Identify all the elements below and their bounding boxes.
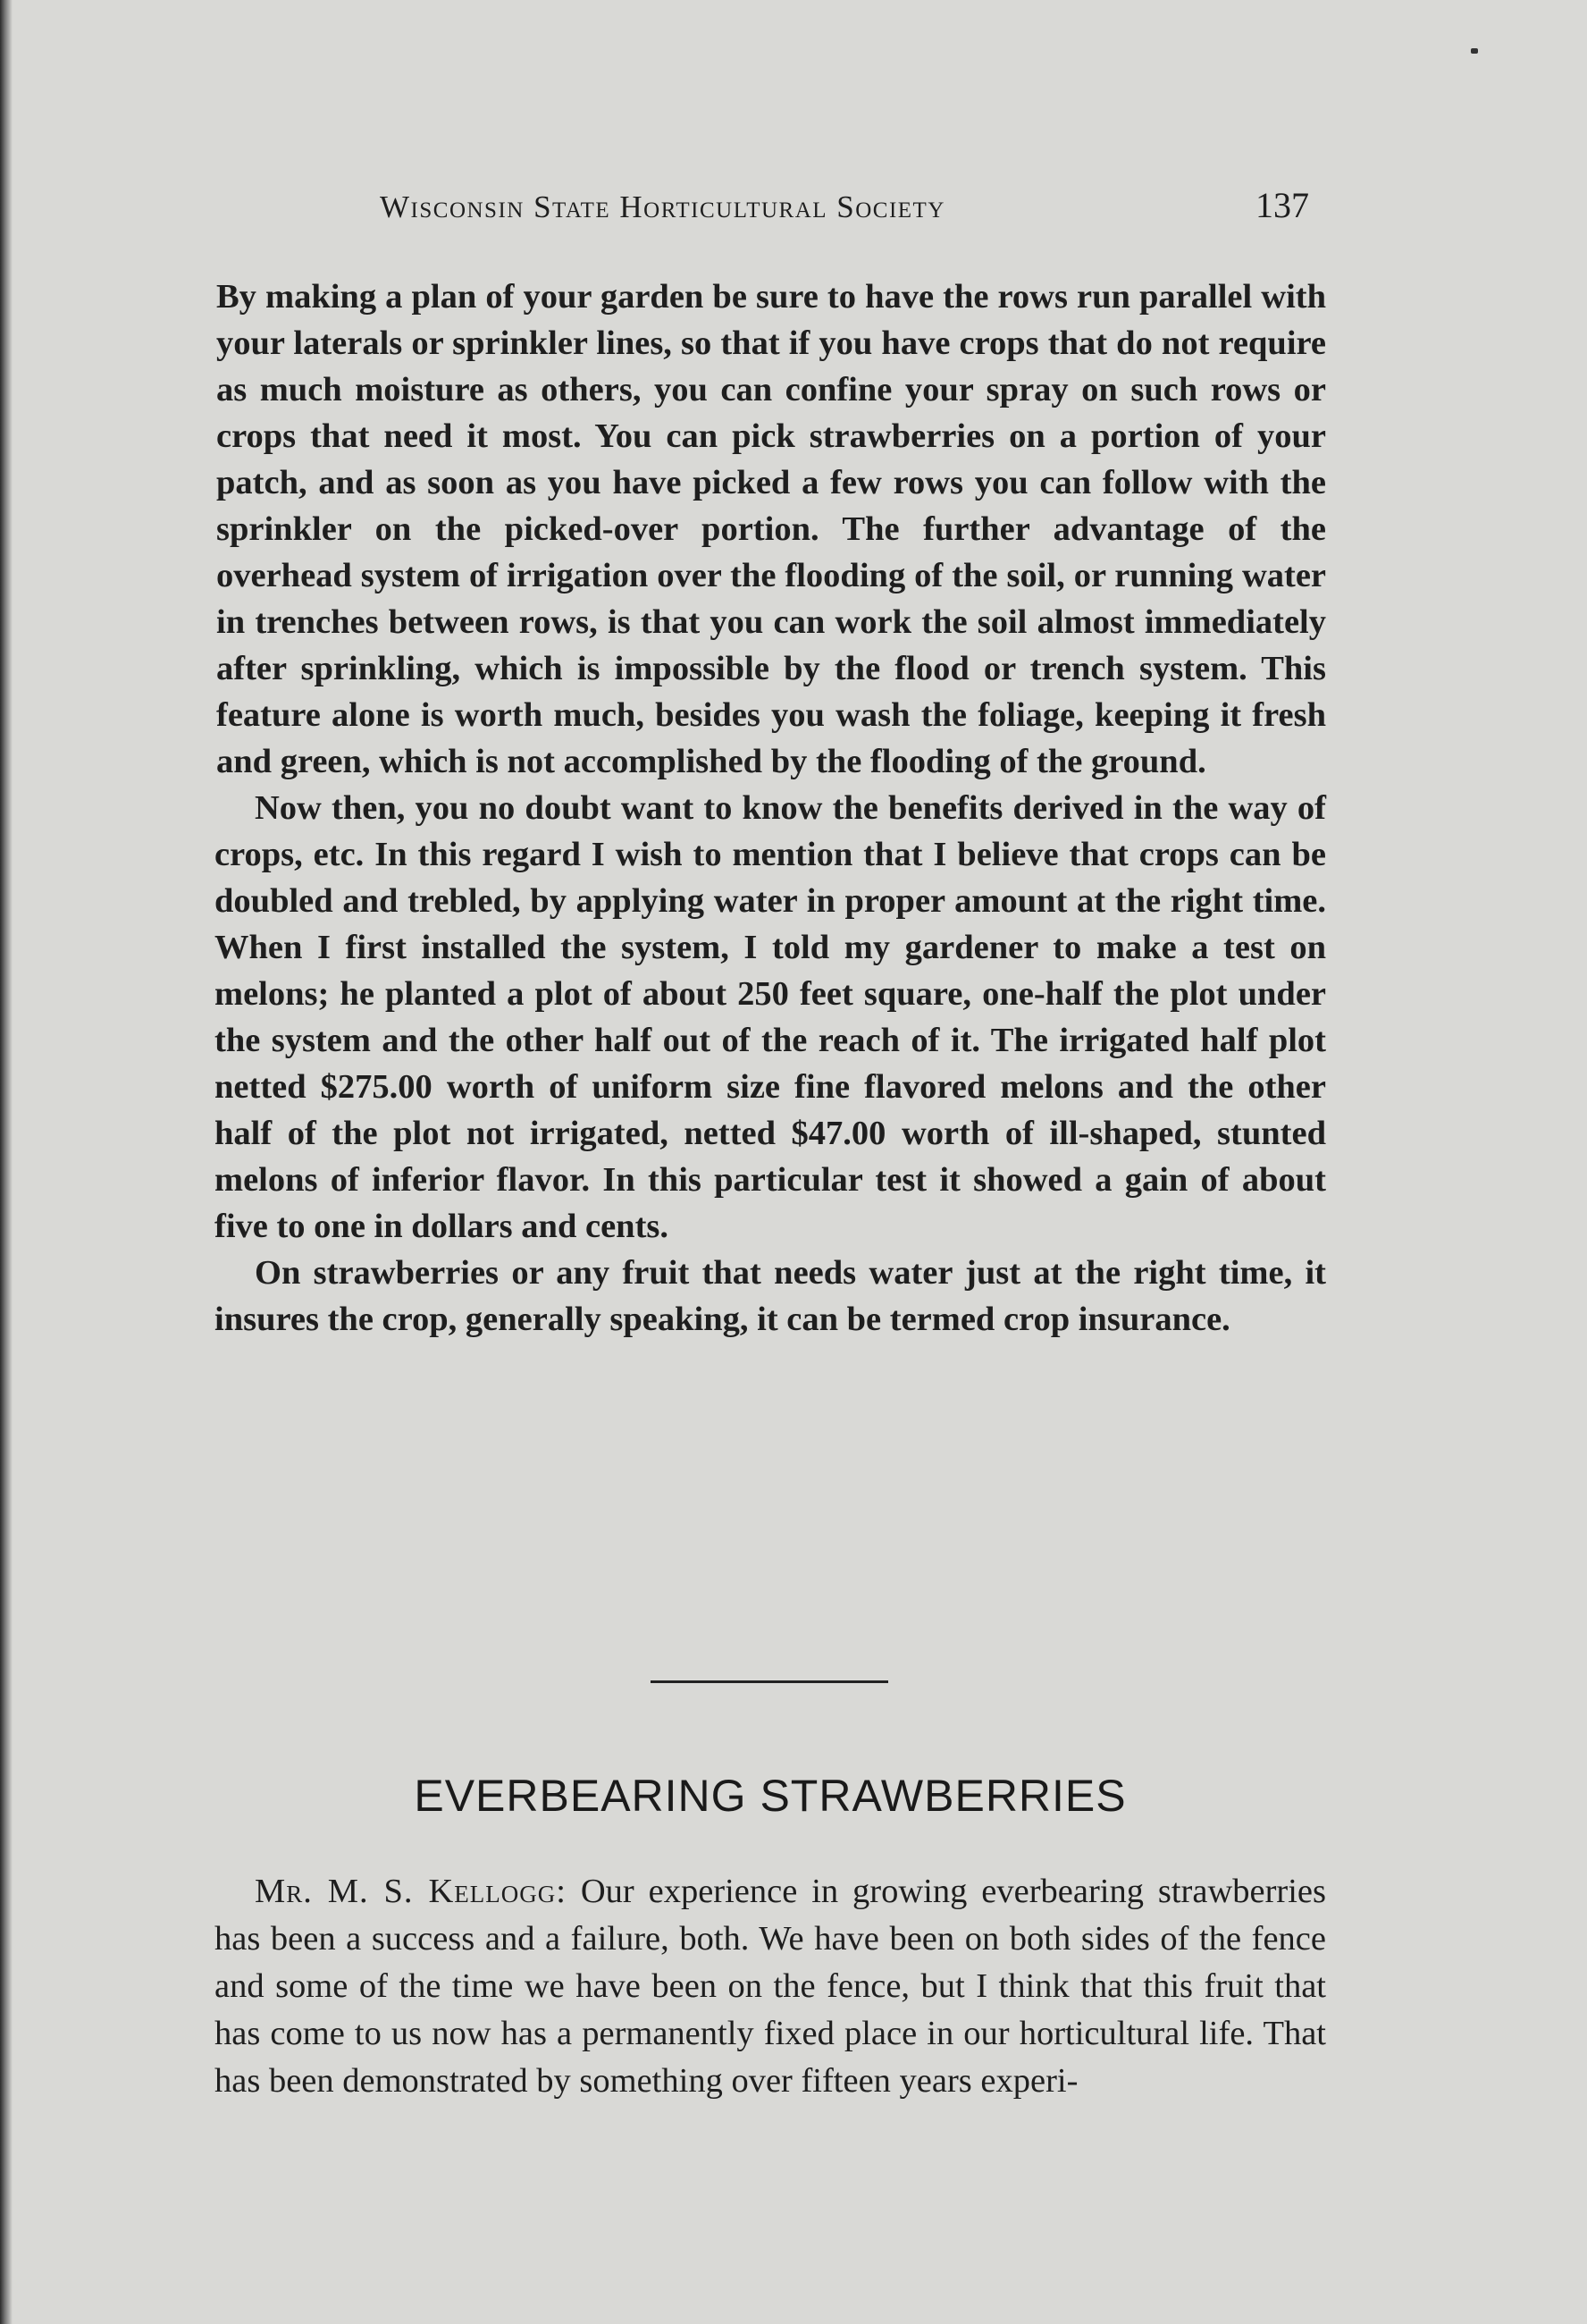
page-number: 137	[1255, 185, 1309, 225]
section-paragraph	[214, 1868, 1326, 2105]
body-paragraph: By making a plan of your garden be sure to have the rows run parallel with your laterals or sprinkler lines, so that if you have crops that do not require as much moisture as others, you can confine your spray on such rows or crops that need it most. You can pick strawberries on a portion of your patch, and as soon as you have picked a few rows you can follow with the sprinkler on the picked-over portion. The further advantage of the overhead system of irrigation over the flooding of the soil, or running water in trenches between rows, is that you can work the soil almost immediately after sprinkling, which is impossible by the flood or trench system. This feature alone is worth much, besides you wash the foliage, keeping it fresh and green, which is not accomplished by the flooding of the ground.	[216, 278, 1326, 780]
section-title: EVERBEARING STRAWBERRIES	[414, 1771, 1127, 1821]
binding-shadow	[0, 0, 13, 2324]
body-paragraph: Now then, you no doubt want to know the benefits derived in the way of crops, etc. In this regard I wish to mention that I believe that crops can be doubled and trebled, by applying water in proper amount at the right time. When I first installed the system, I told my gardener to make a test on melons; he planted a plot of about 250 feet square, one-half the plot under the system and the other half out of the reach of it. The irrigated half plot netted $275.00 worth of uniform size fine flavored melons and the other half of the plot not irrigated, netted $47.00 worth of ill-shaped, stunted melons of inferior flavor. In this particular test it showed a gain of about five to one in dollars and cents.	[214, 789, 1326, 1245]
page-header	[380, 182, 1309, 236]
scan-speck	[1471, 48, 1478, 54]
section-divider	[651, 1680, 888, 1683]
body-text	[214, 274, 1326, 1343]
body-paragraph: On strawberries or any fruit that needs water just at the right time, it insures the crop, generally speaking, it can be termed crop insurance.	[214, 1254, 1326, 1338]
running-head: Wisconsin State Horticultural Society	[380, 189, 945, 224]
speaker-text: Our experience in growing everbearing strawberries has been a success and a failure, both. We have been on both sides of the fence and some of the time we have been on the fence, but I think that this fruit that has come to us now has a permanently fixed place in our horticultural life. That has been demonstrated by something over fifteen years experi-	[214, 1873, 1327, 2100]
speaker-name: Mr. M. S. Kellogg:	[255, 1873, 567, 1910]
section-text	[214, 1868, 1326, 2105]
